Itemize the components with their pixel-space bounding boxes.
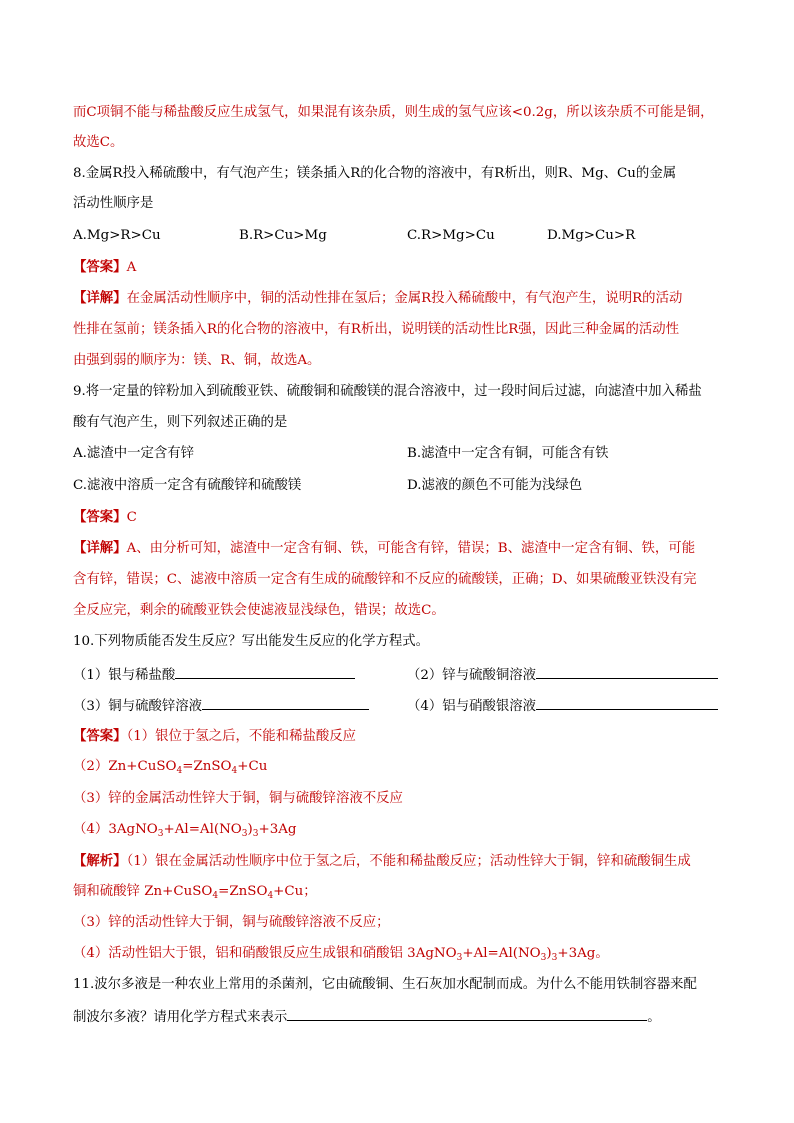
q10-item-1 <box>73 664 355 686</box>
q10-item-1-blank[interactable] <box>175 664 355 679</box>
q9-option-b: B.滤渣中一定含有铜，可能含有铁 <box>407 446 609 461</box>
q10-item-3 <box>73 695 369 717</box>
q9-answer-value: C <box>126 510 137 525</box>
silver-equation-analysis: $3AgNO_3+Al=Al(NO_3)_3+3Ag$。 <box>407 946 609 963</box>
q8-stem-line1: 8.金属R投入稀硫酸中，有气泡产生；镁条插入R的化合物的溶液中，有R析出，则R、Mg、Cu的金属 <box>73 166 677 181</box>
q9-detail-line2: 含有锌，错误；C、滤液中溶质一定含有生成的硫酸锌和不反应的硫酸镁，正确；D、如果硫酸亚铁没有完 <box>73 572 697 587</box>
q9-detail-text: A、由分析可知，滤渣中一定含有铜、铁，可能含有锌，错误；B、滤渣中一定含有铜、铁，可能 <box>126 541 696 556</box>
q10-item-1-label: （1）银与稀盐酸 <box>73 668 176 683</box>
q9-option-d: D.滤液的颜色不可能为浅绿色 <box>407 478 583 493</box>
q10-item-2 <box>407 664 718 686</box>
q10-answer-2 <box>73 757 267 777</box>
q8-answer <box>73 257 136 278</box>
q10-answer-2-prefix: （2） <box>73 759 109 774</box>
q9-stem-line1: 9.将一定量的锌粉加入到硫酸亚铁、硫酸铜和硫酸镁的混合溶液中，过一段时间后过滤，向滤渣中加入稀盐 <box>73 384 702 399</box>
q9-stem-line2: 酸有气泡产生，则下列叙述正确的是 <box>73 415 288 430</box>
q11-stem-line1: 11.波尔多液是一种农业上常用的杀菌剂，它由硫酸铜、生石灰加水配制而成。为什么不能用铁制容器来配 <box>73 977 697 992</box>
q10-item-4-label: （4）铝与硝酸银溶液 <box>407 699 537 714</box>
detail-tag: 【详解】 <box>73 540 127 556</box>
answer-tag: 【答案】 <box>73 728 127 744</box>
q10-item-4-blank[interactable] <box>536 695 718 710</box>
q10-item-4 <box>407 695 718 717</box>
q10-item-3-blank[interactable] <box>202 695 369 710</box>
q9-answer <box>73 507 137 528</box>
q10-stem: 10.下列物质能否发生反应？写出能发生反应的化学方程式。 <box>73 634 430 649</box>
q8-answer-value: A <box>126 260 137 275</box>
q10-analysis-line1 <box>73 851 691 872</box>
q11-end-punct: 。 <box>647 1010 661 1025</box>
q11-stem-line2-text: 制波尔多液？请用化学方程式来表示 <box>73 1010 288 1025</box>
q10-answer-3: （3）锌的金属活动性锌大于铜，铜与硫酸锌溶液不反应 <box>73 791 403 806</box>
q10-analysis-line4 <box>73 944 609 964</box>
continuation-line-end: 故选C。 <box>73 135 124 150</box>
q8-option-a: A.Mg>R>Cu <box>73 228 161 243</box>
q10-answer-1 <box>73 726 356 747</box>
q9-option-a: A.滤渣中一定含有锌 <box>73 446 195 461</box>
zinc-equation-analysis: Zn+CuSO$_4$=ZnSO$_4$+Cu； <box>144 884 317 901</box>
q8-stem-line2: 活动性顺序是 <box>73 196 154 211</box>
q11-answer-blank[interactable] <box>287 1006 647 1021</box>
answer-tag: 【答案】 <box>73 509 127 525</box>
answer-tag: 【答案】 <box>73 259 127 275</box>
q8-option-c: C.R>Mg>Cu <box>407 228 495 243</box>
q9-detail-line3: 全反应完，剩余的硫酸亚铁会使滤液显浅绿色，错误；故选C。 <box>73 603 445 618</box>
q10-analysis-line2 <box>73 882 317 902</box>
q8-option-d: D.Mg>Cu>R <box>547 228 636 243</box>
continuation-line: 而C项铜不能与稀盐酸反应生成氢气，如果混有该杂质，则生成的氢气应该<0.2g，所以该杂质不可能是铜， <box>73 105 714 120</box>
q8-detail-line1 <box>73 288 682 309</box>
q10-analysis-line3: （3）锌的活动性锌大于铜，铜与硫酸锌溶液不反应； <box>73 915 390 930</box>
q8-detail-line2: 性排在氢前；镁条插入R的化合物的溶液中，有R析出，说明镁的活动性比R强，因此三种金属的活动性 <box>73 322 680 337</box>
q9-option-c: C.滤液中溶质一定含有硫酸锌和硫酸镁 <box>73 478 302 493</box>
q9-detail-line1 <box>73 538 695 559</box>
q11-stem-line2 <box>73 1006 661 1028</box>
q8-option-b: B.R>Cu>Mg <box>239 228 327 243</box>
q10-item-3-label: （3）铜与硫酸锌溶液 <box>73 699 203 714</box>
silver-equation: $3AgNO_3+Al=Al(NO_3)_3+3Ag$ <box>108 822 297 839</box>
q10-item-2-blank[interactable] <box>536 664 718 679</box>
zinc-equation: Zn+CuSO$_4$=ZnSO$_4$+Cu <box>108 759 268 776</box>
q10-analysis-line2-text: 铜和硫酸锌 <box>73 884 140 899</box>
detail-tag: 【详解】 <box>73 290 127 306</box>
analysis-tag: 【解析】 <box>73 853 127 869</box>
q10-answer-4-prefix: （4） <box>73 822 109 837</box>
q8-detail-line3: 由强到弱的顺序为：镁、R、铜，故选A。 <box>73 353 321 368</box>
q10-analysis-text: （1）银在金属活动性顺序中位于氢之后，不能和稀盐酸反应；活动性锌大于铜，锌和硫酸铜生成 <box>126 854 691 869</box>
q10-item-2-label: （2）锌与硫酸铜溶液 <box>407 668 537 683</box>
q10-answer-4 <box>73 820 296 840</box>
q8-detail-text: 在金属活动性顺序中，铜的活动性排在氢后；金属R投入稀硫酸中，有气泡产生，说明R的活动 <box>126 291 683 306</box>
q10-analysis-line4-text: （4）活动性铝大于银，铝和硝酸银反应生成银和硝酸铝 <box>73 946 403 961</box>
q10-answer-1-text: （1）银位于氢之后，不能和稀盐酸反应 <box>126 729 357 744</box>
